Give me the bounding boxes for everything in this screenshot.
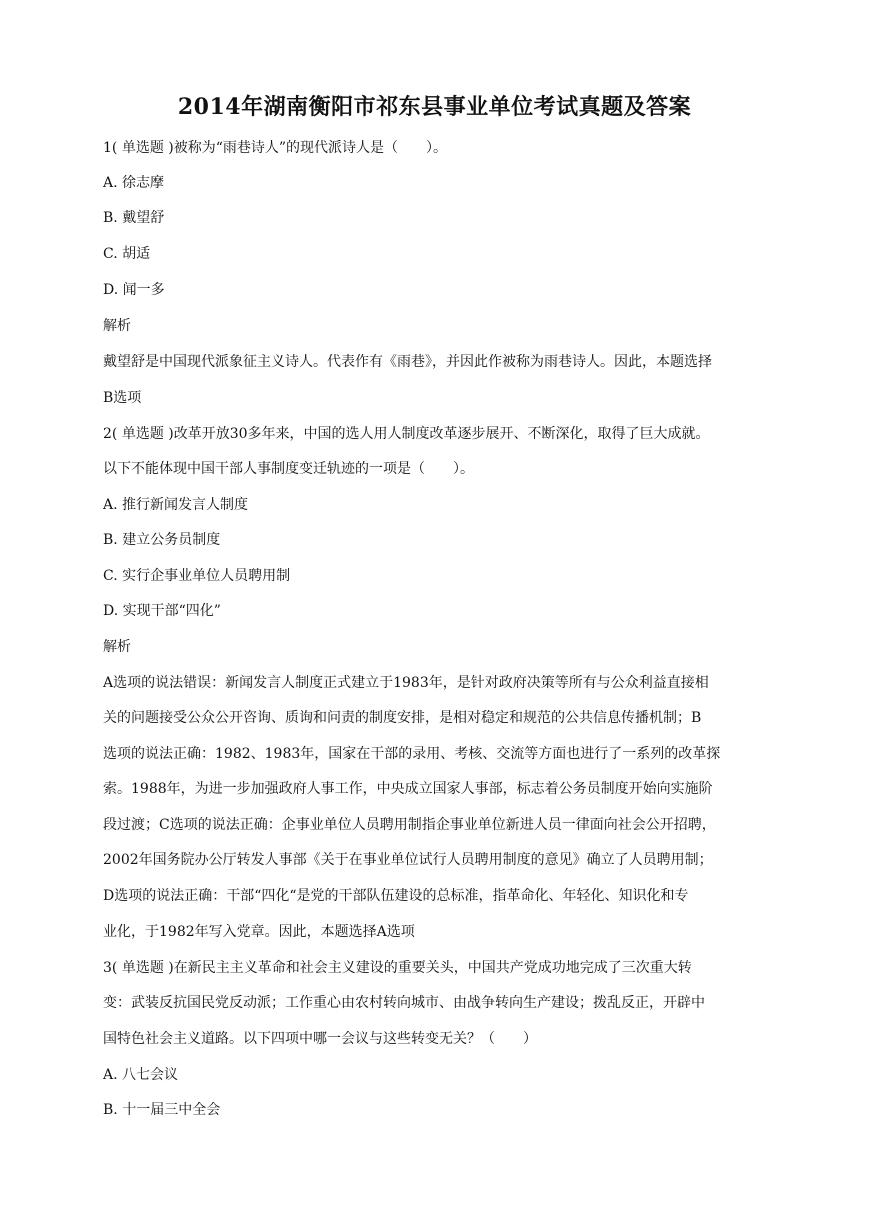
question-1-option-c: C. 胡适 [103,246,151,262]
question-2-analysis-text: 段过渡；C选项的说法正确：企事业单位人员聘用制指企事业单位新进人员一律面向社会公开招聘， [103,817,716,833]
question-2-option-a: A. 推行新闻发言人制度 [103,497,249,513]
question-2-analysis-text: D选项的说法正确：干部“四化“是党的干部队伍建设的总标准，指革命化、年轻化、知识化和专 [103,888,689,904]
question-1-option-a: A. 徐志摩 [103,175,165,191]
question-2-analysis-text: 索。1988年，为进一步加强政府人事工作，中央成立国家人事部，标志着公务员制度开始向实施阶 [103,781,713,797]
page-title: 2014年湖南衡阳市祁东县事业单位考试真题及答案 [177,94,692,120]
question-2-option-d: D. 实现干部“四化” [103,603,221,619]
question-2-analysis-text: 选项的说法正确：1982、1983年，国家在干部的录用、考核、交流等方面也进行了一系列的改革探 [103,746,721,762]
question-3-option-a: A. 八七会议 [103,1067,179,1083]
question-2-analysis-text: 2002年国务院办公厅转发人事部《关于在事业单位试行人员聘用制度的意见》确立了人员聘用制； [103,852,713,868]
question-1-option-b: B. 戴望舒 [103,210,165,226]
question-3-stem: 国特色社会主义道路。以下四项中哪一会议与这些转变无关？（ ） [103,1031,537,1047]
question-2-stem: 2( 单选题 )改革开放30多年来，中国的选人用人制度改革逐步展开、不断深化，取得了巨大成就。 [103,426,710,442]
question-3-option-b: B. 十一届三中全会 [103,1102,221,1118]
question-1-option-d: D. 闻一多 [103,282,165,298]
question-2-analysis-text: 关的问题接受公众公开咨询、质询和问责的制度安排，是相对稳定和规范的公共信息传播机制；B [103,710,702,726]
question-1-analysis-text: B选项 [103,390,142,406]
question-1-analysis-heading: 解析 [103,318,131,334]
question-2-option-c: C. 实行企事业单位人员聘用制 [103,568,291,584]
question-2-analysis-heading: 解析 [103,639,131,655]
question-1-analysis-text: 戴望舒是中国现代派象征主义诗人。代表作有《雨巷》，并因此作被称为雨巷诗人。因此，本题选择 [103,354,712,370]
question-1-stem: 1( 单选题 )被称为“雨巷诗人”的现代派诗人是（ ）。 [103,140,448,156]
question-2-analysis-text: 业化，于1982年写入党章。因此，本题选择A选项 [103,924,415,940]
question-3-stem: 变：武装反抗国民党反动派；工作重心由农村转向城市、由战争转向生产建设；拨乱反正，开辟中 [103,995,705,1011]
question-2-analysis-text: A选项的说法错误：新闻发言人制度正式建立于1983年，是针对政府决策等所有与公众利益直接相 [103,675,709,691]
question-2-stem: 以下不能体现中国干部人事制度变迁轨迹的一项是（ ）。 [103,461,474,477]
question-2-option-b: B. 建立公务员制度 [103,532,221,548]
question-3-stem: 3( 单选题 )在新民主主义革命和社会主义建设的重要关头，中国共产党成功地完成了三次重大转 [103,960,692,976]
